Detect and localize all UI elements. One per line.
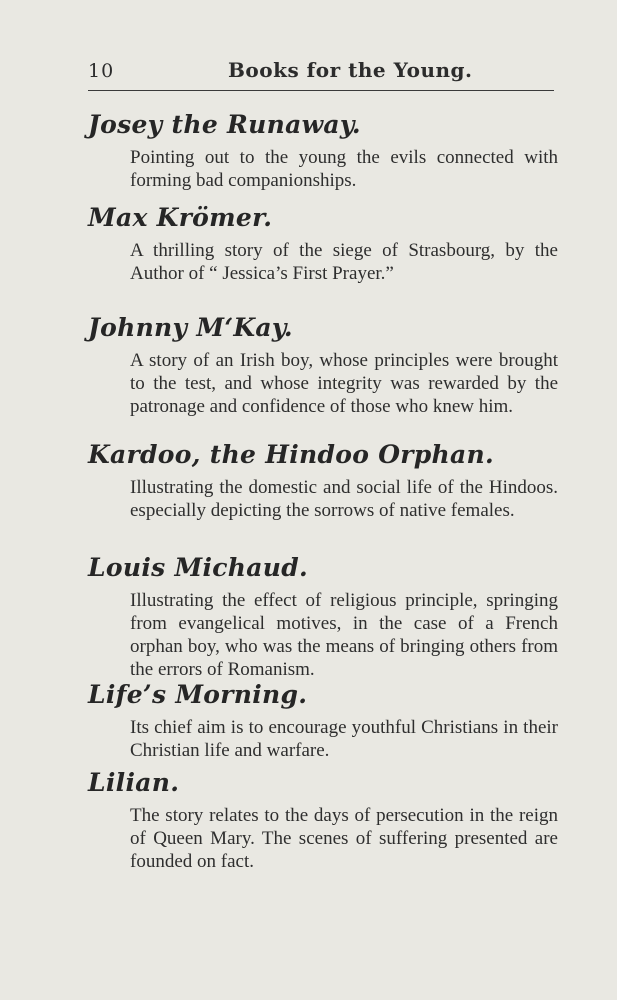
book-entry-louis (88, 553, 558, 681)
page-number: 10 (88, 60, 115, 82)
entry-title: Kardoo, the Hindoo Orphan. (88, 440, 494, 469)
entry-title: Lilian. (88, 768, 180, 797)
entry-description: A story of an Irish boy, whose principles were brought to the test, and whose integrity was rewarded by the patronage and confidence of those who knew him. (130, 350, 558, 417)
entry-description: Illustrating the effect of religious principle, springing from evangelical motives, in the case of a French orphan boy, who was the means of bringing others from the errors of Romanism. (130, 590, 558, 680)
header-rule (88, 90, 554, 91)
book-entry-lifes-morning (88, 680, 558, 762)
page-header (88, 56, 554, 90)
entry-description: Pointing out to the young the evils connected with forming bad companionships. (130, 147, 558, 191)
book-entry-lilian (88, 768, 558, 873)
entry-description: The story relates to the days of persecution in the reign of Queen Mary. The scenes of suffering presented are founded on fact. (130, 805, 558, 872)
entry-title: Johnny M‘Kay. (88, 313, 293, 342)
book-entry-johnny (88, 313, 558, 418)
entry-title: Louis Michaud. (88, 553, 309, 582)
entry-title: Max Krömer. (88, 203, 273, 232)
entry-description: Its chief aim is to encourage youthful Christians in their Christian life and warfare. (130, 717, 558, 761)
entry-description: A thrilling story of the siege of Strasbourg, by the Author of “ Jessica’s First Prayer.” (130, 240, 558, 284)
entry-description: Illustrating the domestic and social life of the Hindoos. especially depicting the sorrows of native females. (130, 477, 558, 521)
book-entry-kardoo (88, 440, 558, 522)
entry-title: Josey the Runaway. (88, 110, 361, 139)
running-head: Books for the Young. (228, 58, 473, 82)
book-entry-josey (88, 110, 558, 192)
book-entry-max (88, 203, 558, 285)
entry-title: Life’s Morning. (88, 680, 308, 709)
